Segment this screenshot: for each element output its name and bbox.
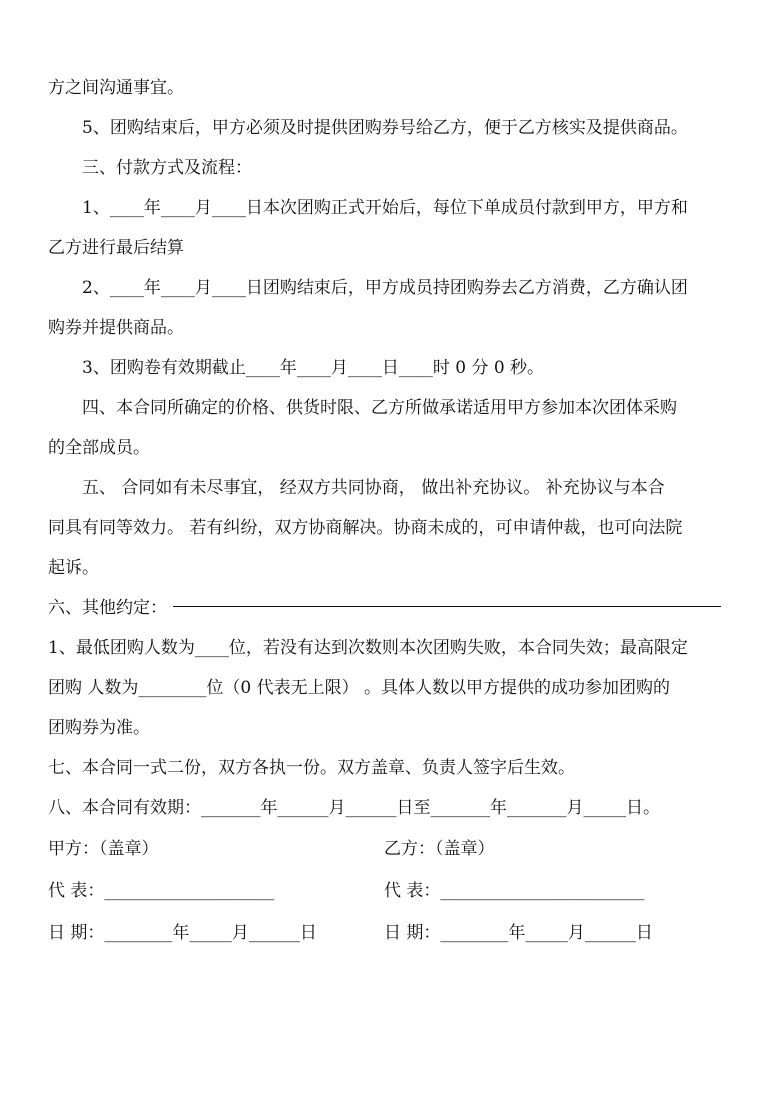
- section-5: 五、 合同如有未尽事宜， 经双方共同协商， 做出补充协议。 补充协议与本合: [82, 478, 665, 498]
- section-5-cont: 同具有同等效力。 若有纠纷，双方协商解决。协商未成的，可申请仲裁，也可向法院: [48, 518, 683, 538]
- section-6-heading: [48, 588, 728, 628]
- section-7: 七、本合同一式二份，双方各执一份。双方盖章、负责人签字后生效。: [48, 758, 575, 778]
- payment-item-3: 3、团购卷有效期截止____年____月____日____时 0 分 0 秒。: [82, 358, 545, 378]
- party-a-seal: 甲方：（盖章）: [48, 839, 159, 859]
- payment-item-2: 2、____年____月____日团购结束后，甲方成员持团购券去乙方消费，乙方确认团: [82, 278, 688, 298]
- representative-row: [48, 870, 728, 912]
- payment-item-1: 1、____年____月____日本次团购正式开始后，每位下单成员付款到甲方，甲方和: [82, 198, 688, 218]
- contract-page: [48, 68, 728, 954]
- party-b-date: 日 期：________年_____月______日: [384, 923, 653, 943]
- seal-row: [48, 828, 728, 870]
- participants-basis: 团购券为准。: [48, 718, 150, 738]
- date-row: [48, 912, 728, 954]
- party-b-representative: 代 表：________________________: [384, 881, 645, 901]
- max-participants: 团购 人数为________位（0 代表无上限） 。具体人数以甲方提供的成功参加团购的: [48, 678, 671, 698]
- section-3-heading: 三、付款方式及流程：: [82, 158, 252, 178]
- party-a-date: 日 期：________年_____月______日: [48, 923, 317, 943]
- party-a-representative: 代 表：____________________: [48, 881, 275, 901]
- section-8: 八、本合同有效期：_______年______月______日至_______年_______月_____日。: [48, 798, 660, 818]
- other-terms-blank-line: [173, 605, 721, 607]
- section-4-cont: 的全部成员。: [48, 438, 150, 458]
- section-5-end: 起诉。: [48, 558, 99, 578]
- payment-item-1-cont: 乙方进行最后结算: [48, 238, 184, 258]
- min-participants: 1、最低团购人数为____位，若没有达到次数则本次团购失败，本合同失效；最高限定: [48, 638, 688, 658]
- party-b-seal: 乙方：（盖章）: [384, 839, 495, 859]
- payment-item-2-cont: 购券并提供商品。: [48, 318, 184, 338]
- text-line-1: 方之间沟通事宜。: [48, 78, 184, 98]
- section-4: 四、本合同所确定的价格、供货时限、乙方所做承诺适用甲方参加本次团体采购: [82, 398, 677, 418]
- clause-5: 5、团购结束后，甲方必须及时提供团购券号给乙方，便于乙方核实及提供商品。: [82, 118, 688, 138]
- section-6-label: 六、其他约定：: [48, 598, 167, 618]
